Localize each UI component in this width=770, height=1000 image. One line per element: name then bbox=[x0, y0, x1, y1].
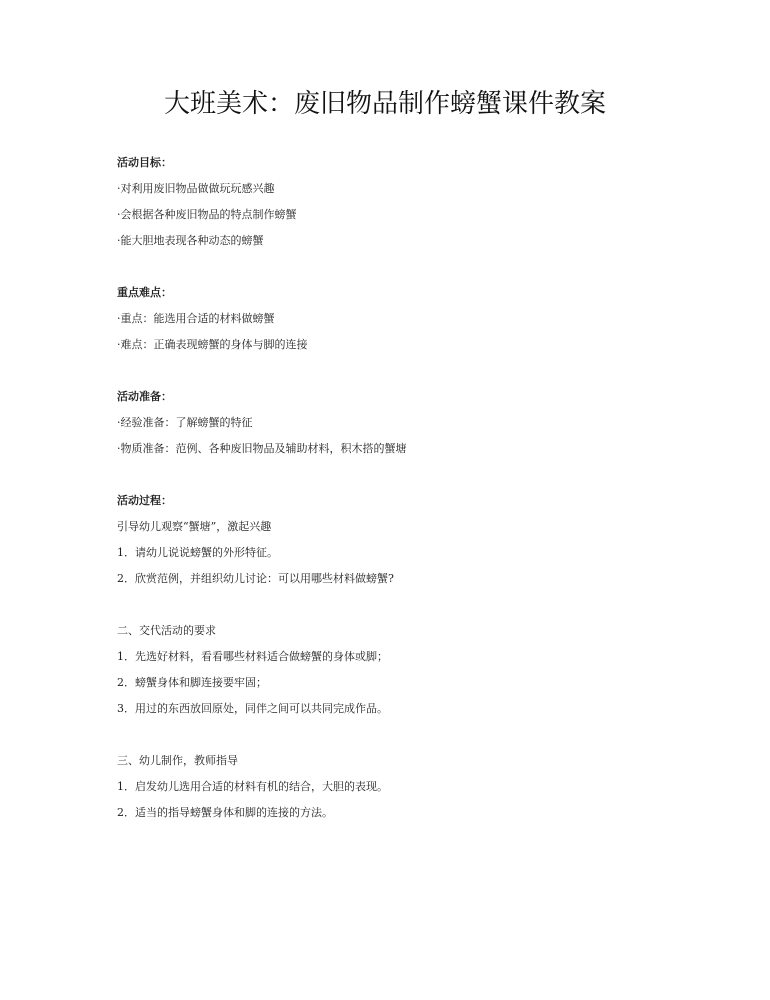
section-objectives bbox=[117, 150, 677, 254]
section-requirements bbox=[117, 618, 677, 722]
list-item: 1．请幼儿说说螃蟹的外形特征。 bbox=[117, 546, 278, 559]
section-spacer bbox=[117, 462, 677, 488]
list-item: ·经验准备：了解螃蟹的特征 bbox=[117, 416, 253, 429]
document-title: 大班美术：废旧物品制作螃蟹课件教案 bbox=[163, 89, 606, 119]
section-heading: 二、交代活动的要求 bbox=[117, 624, 216, 637]
section-spacer bbox=[117, 722, 677, 748]
list-item: ·重点：能选用合适的材料做螃蟹 bbox=[117, 312, 275, 325]
list-item: 2．适当的指导螃蟹身体和脚的连接的方法。 bbox=[117, 806, 333, 819]
document-body bbox=[117, 150, 677, 826]
list-item: 2．欣赏范例，并组织幼儿讨论：可以用哪些材料做螃蟹? bbox=[117, 572, 394, 585]
section-heading: 活动目标： bbox=[117, 156, 172, 169]
list-item: ·难点：正确表现螃蟹的身体与脚的连接 bbox=[117, 338, 308, 351]
section-preparation bbox=[117, 384, 677, 462]
list-item: ·能大胆地表现各种动态的螃蟹 bbox=[117, 234, 264, 247]
list-item: 1．启发幼儿选用合适的材料有机的结合，大胆的表现。 bbox=[117, 780, 388, 793]
section-heading: 重点难点： bbox=[117, 286, 172, 299]
list-item: ·会根据各种废旧物品的特点制作螃蟹 bbox=[117, 208, 297, 221]
list-item: ·对利用废旧物品做做玩玩感兴趣 bbox=[117, 182, 275, 195]
section-process bbox=[117, 488, 677, 592]
section-key-points bbox=[117, 280, 677, 358]
list-item: 3．用过的东西放回原处，同伴之间可以共同完成作品。 bbox=[117, 702, 388, 715]
section-heading: 活动准备： bbox=[117, 390, 172, 403]
section-spacer bbox=[117, 358, 677, 384]
section-making bbox=[117, 748, 677, 826]
list-item: ·物质准备：范例、各种废旧物品及辅助材料，积木搭的蟹塘 bbox=[117, 442, 407, 455]
list-item: 2．螃蟹身体和脚连接要牢固； bbox=[117, 676, 267, 689]
section-spacer bbox=[117, 592, 677, 618]
list-item: 引导幼儿观察“蟹塘”，激起兴趣 bbox=[117, 520, 272, 533]
section-spacer bbox=[117, 254, 677, 280]
list-item: 1．先选好材料，看看哪些材料适合做螃蟹的身体或脚； bbox=[117, 650, 388, 663]
section-heading: 三、幼儿制作，教师指导 bbox=[117, 754, 238, 767]
section-heading: 活动过程： bbox=[117, 494, 172, 507]
